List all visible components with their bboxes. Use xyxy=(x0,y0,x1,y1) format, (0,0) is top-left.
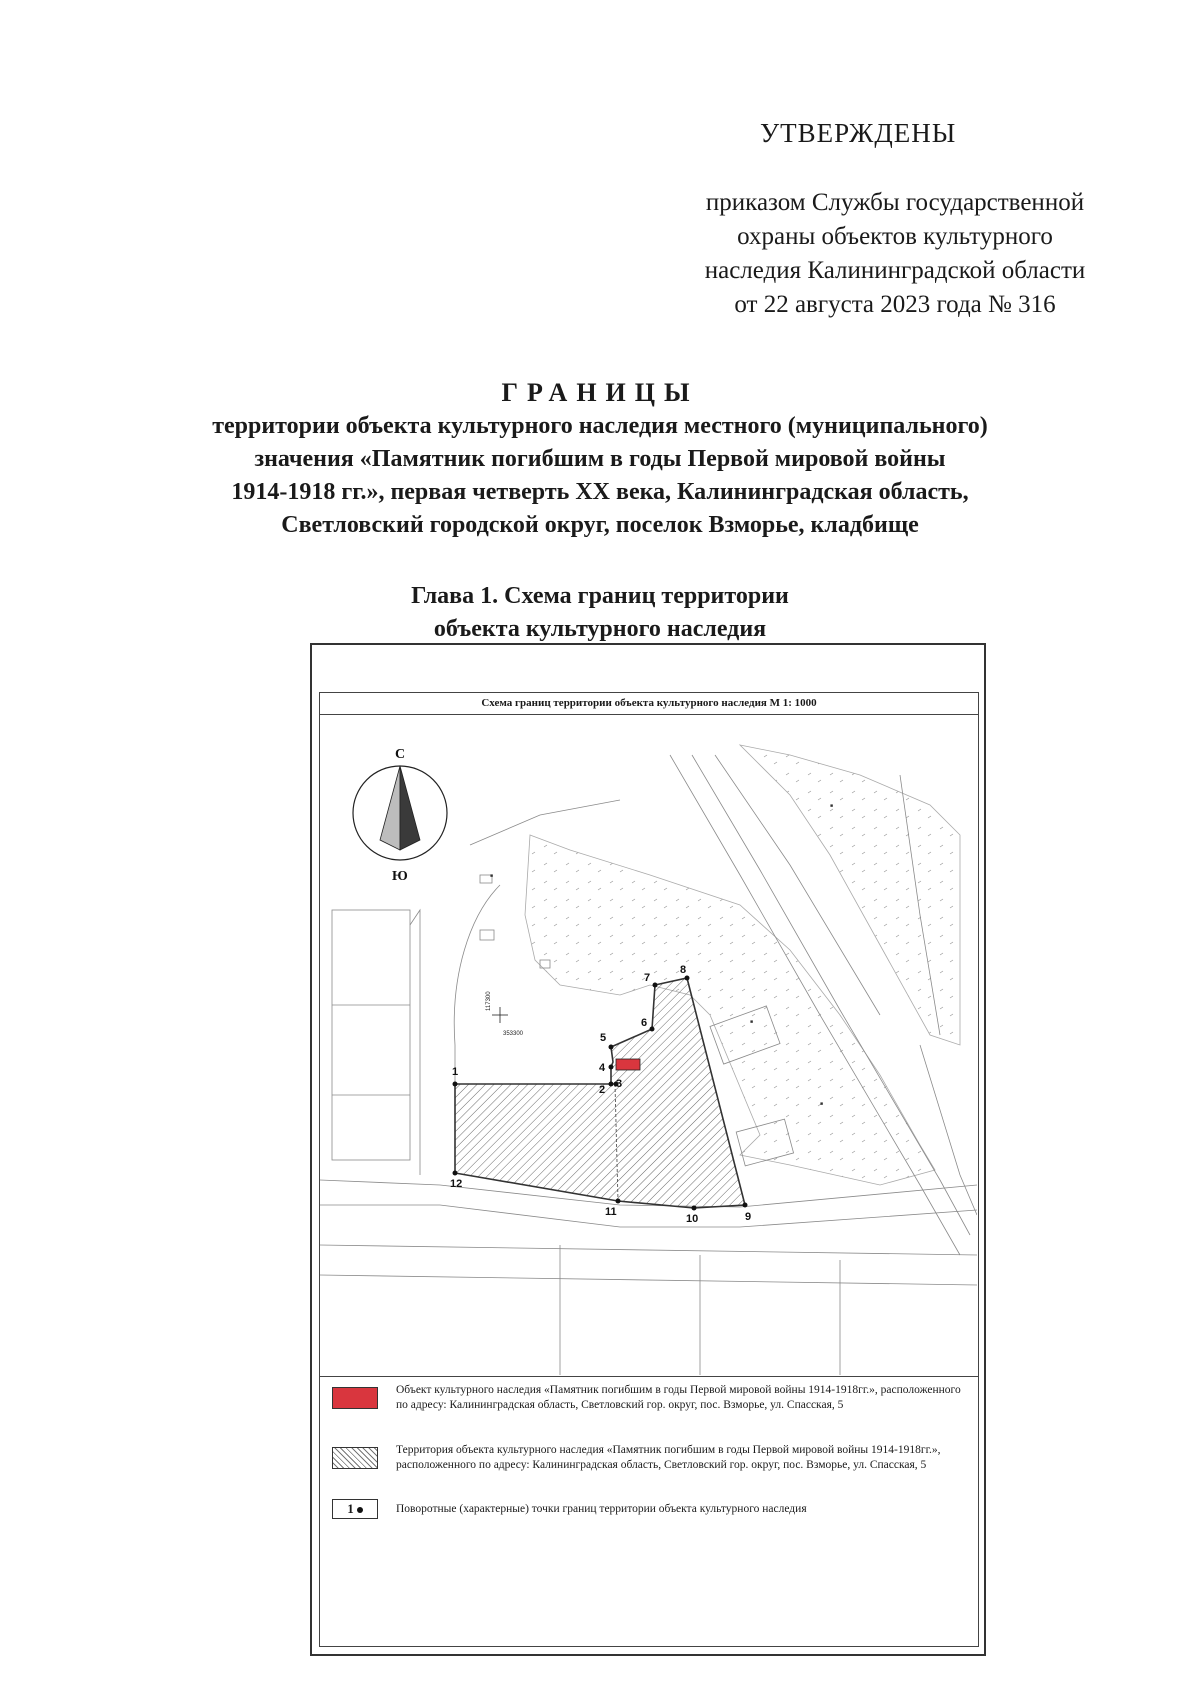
point-label: 12 xyxy=(450,1178,463,1190)
boundary-point xyxy=(609,1082,614,1087)
scheme-frame xyxy=(310,643,986,1656)
approval-order xyxy=(660,186,1130,322)
title-line: территории объекта культурного наследия местного (муниципального) xyxy=(212,413,988,439)
chapter-line: Глава 1. Схема границ территории xyxy=(411,583,789,609)
point-label: 8 xyxy=(680,964,687,976)
boundary-map xyxy=(320,715,977,1375)
scheme-header: Схема границ территории объекта культурного наследия М 1: 1000 xyxy=(320,693,978,715)
boundary-point xyxy=(609,1045,614,1050)
chapter-heading xyxy=(300,580,900,646)
point-label: 5 xyxy=(600,1032,607,1044)
legend-swatch-hatch xyxy=(332,1447,378,1469)
coord-x-label: 117300 xyxy=(486,991,492,1011)
title-main: ГРАНИЦЫ xyxy=(501,378,699,407)
boundary-point xyxy=(653,983,658,988)
legend-separator xyxy=(320,1376,978,1377)
point-label: 6 xyxy=(641,1017,648,1029)
legend-text: Объект культурного наследия «Памятник погибшим в годы Первой мировой войны 1914-1918гг.», расположенного по адресу: Калининградская область, Светловский гор. округ, пос. Взморье, ул. Спасская, 5 xyxy=(396,1384,961,1411)
approved-heading: УТВЕРЖДЕНЫ xyxy=(760,118,957,148)
point-label: 1 xyxy=(452,1066,459,1078)
point-dot-icon xyxy=(357,1507,363,1513)
boundary-point xyxy=(743,1203,748,1208)
document-title xyxy=(120,378,1080,542)
point-label: 9 xyxy=(745,1211,752,1223)
svg-text:■: ■ xyxy=(830,803,834,809)
boundary-point xyxy=(616,1199,621,1204)
legend-text: Поворотные (характерные) точки границ территории объекта культурного наследия xyxy=(396,1503,807,1515)
title-line: 1914-1918 гг.», первая четверть XX века, Калининградская область, xyxy=(231,479,969,505)
order-line: наследия Калининградской области xyxy=(704,257,1086,284)
boundary-point xyxy=(609,1065,614,1070)
point-label: 10 xyxy=(686,1213,699,1225)
svg-text:■: ■ xyxy=(490,873,494,879)
heritage-object-marker xyxy=(616,1059,640,1070)
title-line: Светловский городской округ, поселок Взморье, кладбище xyxy=(281,512,919,538)
boundary-point xyxy=(453,1171,458,1176)
svg-text:■: ■ xyxy=(750,1019,754,1025)
point-label: 7 xyxy=(644,972,651,984)
order-line: приказом Службы государственной xyxy=(705,189,1085,216)
legend-point-number: 1 xyxy=(347,1501,354,1516)
chapter-line: объекта культурного наследия xyxy=(433,616,767,642)
compass-north-label: С xyxy=(395,747,406,762)
title-line: значения «Памятник погибшим в годы Первой мировой войны xyxy=(254,446,946,472)
order-line: от 22 августа 2023 года № 316 xyxy=(734,291,1056,318)
boundary-point xyxy=(453,1082,458,1087)
legend-point-swatch xyxy=(332,1499,378,1519)
boundary-point xyxy=(650,1027,655,1032)
point-label: 2 xyxy=(599,1084,606,1096)
boundary-point xyxy=(692,1206,697,1211)
point-label: 3 xyxy=(616,1078,623,1090)
scheme-inner-frame xyxy=(319,692,979,1647)
point-label: 4 xyxy=(599,1062,606,1074)
order-line: охраны объектов культурного xyxy=(737,223,1053,250)
point-label: 11 xyxy=(605,1206,617,1218)
legend-text: Территория объекта культурного наследия «Памятник погибшим в годы Первой мировой войны 1914-1918гг.», расположенного по адресу: Калининградская область, Светловский гор. округ, пос. Взморье, ул. Спасская, 5 xyxy=(396,1444,941,1471)
svg-text:■: ■ xyxy=(820,1101,824,1107)
legend-swatch-red xyxy=(332,1387,378,1409)
compass-south-label: Ю xyxy=(392,869,408,884)
coord-y-label: 353300 xyxy=(503,1031,524,1037)
boundary-point xyxy=(685,976,690,981)
